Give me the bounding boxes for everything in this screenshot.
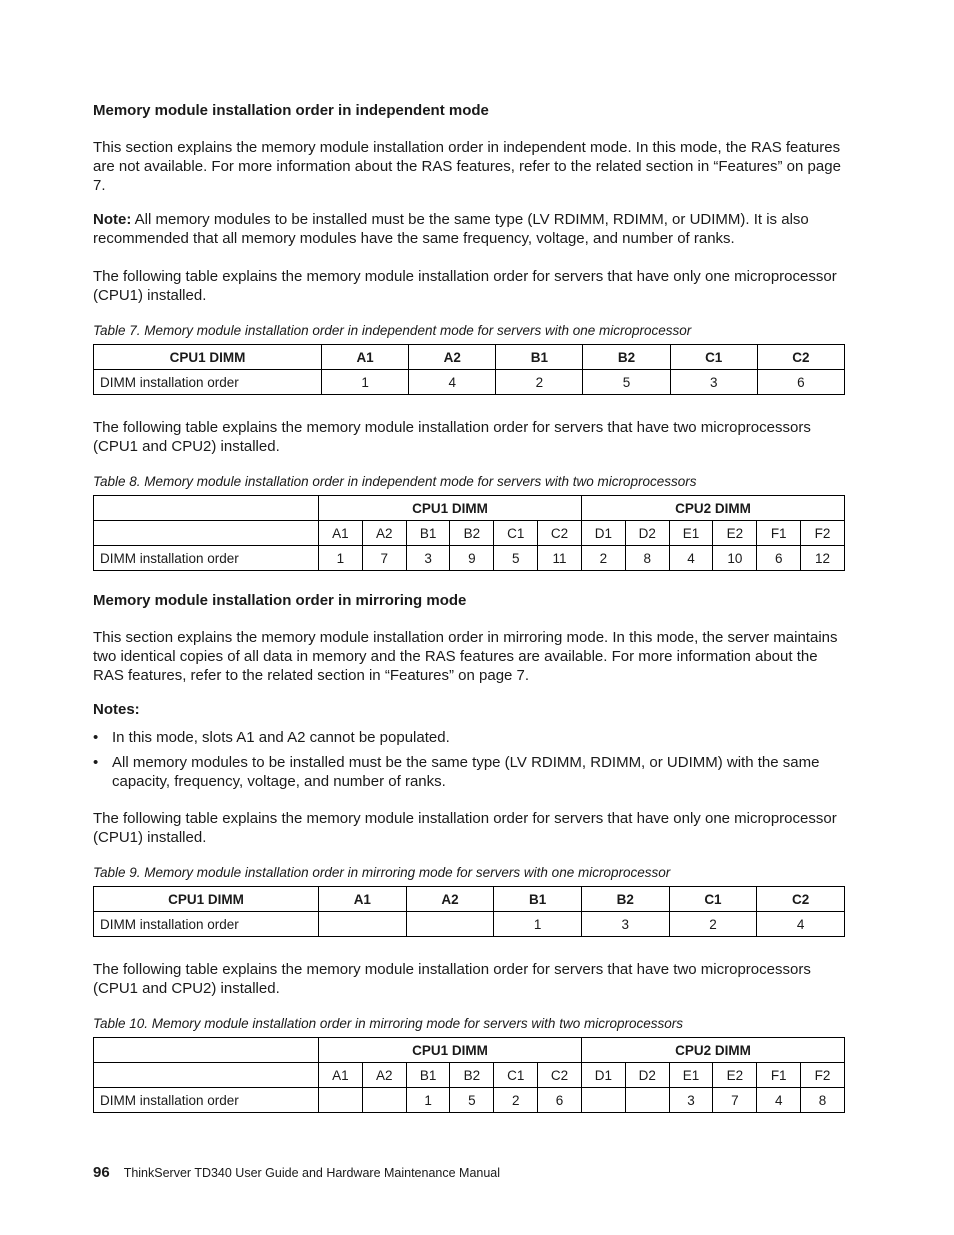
table-header-cell: C2 <box>757 345 844 370</box>
table-header-cell: A1 <box>322 345 409 370</box>
table-cell: 3 <box>669 1088 713 1113</box>
table-cell <box>319 912 407 937</box>
para-two-cpu-mirror: The following table explains the memory module installation order for servers that have two microprocessors (CPU1 and CPU2) installed. <box>93 961 811 997</box>
table-header-cell: CPU2 DIMM <box>581 496 844 521</box>
table-row <box>94 370 845 395</box>
table-cell: 4 <box>757 912 845 937</box>
table8-group-row <box>94 496 845 521</box>
table-cell: 4 <box>669 546 713 571</box>
table-header-cell: C1 <box>670 345 757 370</box>
note-paragraph <box>93 210 845 248</box>
table-cell: 12 <box>801 546 845 571</box>
table-cell <box>362 1088 406 1113</box>
table-cell <box>94 1063 319 1088</box>
table-header-cell: A1 <box>319 521 363 546</box>
table-cell: 5 <box>494 546 538 571</box>
table-header-cell: F1 <box>757 1063 801 1088</box>
table7-header-row <box>94 345 845 370</box>
table-cell: 4 <box>757 1088 801 1113</box>
table-cell <box>319 1088 363 1113</box>
para-two-cpu: The following table explains the memory module installation order for servers that have two microprocessors (CPU1 and CPU2) installed. <box>93 419 811 455</box>
table10-group-row <box>94 1038 845 1063</box>
table-cell: 11 <box>538 546 582 571</box>
section-heading-mirroring: Memory module installation order in mirroring mode <box>93 592 467 609</box>
bullet-icon: • <box>93 754 99 771</box>
table-header-cell: E1 <box>669 521 713 546</box>
table10-slot-row <box>94 1063 845 1088</box>
table-header-cell: CPU1 DIMM <box>319 496 582 521</box>
table-header-cell: B1 <box>494 887 582 912</box>
table-header-cell: D1 <box>581 1063 625 1088</box>
table9-header-row <box>94 887 845 912</box>
table-header-cell: B2 <box>450 521 494 546</box>
table-cell: 6 <box>757 370 844 395</box>
table-header-cell: B2 <box>450 1063 494 1088</box>
row-label: DIMM installation order <box>94 370 322 395</box>
page-footer <box>93 1164 500 1181</box>
notes-list <box>93 728 845 791</box>
table-cell: 2 <box>496 370 583 395</box>
table-header-cell: C2 <box>538 1063 582 1088</box>
table-cell: 1 <box>322 370 409 395</box>
table-cell: 2 <box>494 1088 538 1113</box>
table-cell: 1 <box>494 912 582 937</box>
table-cell: 6 <box>538 1088 582 1113</box>
row-label: DIMM installation order <box>94 546 319 571</box>
table-cell: 2 <box>669 912 757 937</box>
section-heading-independent: Memory module installation order in independent mode <box>93 102 489 119</box>
table-cell: 7 <box>713 1088 757 1113</box>
row-label: DIMM installation order <box>94 1088 319 1113</box>
list-item <box>93 753 845 791</box>
table7-caption: Table 7. Memory module installation order in independent mode for servers with one microprocessor <box>93 323 692 338</box>
table10-caption: Table 10. Memory module installation order in mirroring mode for servers with two microprocessors <box>93 1016 683 1031</box>
table-cell: 8 <box>801 1088 845 1113</box>
para-one-cpu-mirror: The following table explains the memory module installation order for servers that have only one microprocessor (CPU1) installed. <box>93 810 837 846</box>
table-header-cell: F2 <box>801 521 845 546</box>
table9 <box>93 886 845 937</box>
page-content <box>93 100 845 1113</box>
table-header-cell: E1 <box>669 1063 713 1088</box>
table-header-cell: D2 <box>625 521 669 546</box>
table-header-cell: CPU1 DIMM <box>94 887 319 912</box>
table-row <box>94 1088 845 1113</box>
table-header-cell: C2 <box>538 521 582 546</box>
table-cell <box>625 1088 669 1113</box>
table-header-cell: B1 <box>406 521 450 546</box>
table-header-cell: CPU1 DIMM <box>319 1038 582 1063</box>
table-cell: 10 <box>713 546 757 571</box>
table-cell: 3 <box>581 912 669 937</box>
note-text: All memory modules to be installed must be the same type (LV RDIMM, RDIMM, or UDIMM). It is also recommended that all memory modules have the same frequency, voltage, and number of ranks. <box>93 211 809 247</box>
table-header-cell: F1 <box>757 521 801 546</box>
table-header-cell: A1 <box>319 887 407 912</box>
note-label: Note: <box>93 211 132 228</box>
notes-label: Notes: <box>93 701 140 718</box>
table-cell: 5 <box>450 1088 494 1113</box>
table-header-cell: B2 <box>583 345 670 370</box>
table-cell <box>94 521 319 546</box>
intro-independent: This section explains the memory module installation order in independent mode. In this mode, the RAS features are not available. For more information about the RAS features, refer to the related section in “Features” on page 7. <box>93 139 841 194</box>
table-header-cell: C1 <box>494 521 538 546</box>
table-header-cell: A2 <box>406 887 494 912</box>
table8-slot-row <box>94 521 845 546</box>
table-cell <box>581 1088 625 1113</box>
table-header-cell: A2 <box>362 1063 406 1088</box>
table7 <box>93 344 845 395</box>
bullet-icon: • <box>93 729 99 746</box>
table-header-cell: C1 <box>494 1063 538 1088</box>
note-item-text: All memory modules to be installed must be the same type (LV RDIMM, RDIMM, or UDIMM) with the same capacity, frequency, voltage, and number of ranks. <box>112 754 820 790</box>
table-header-cell: B1 <box>496 345 583 370</box>
para-one-cpu: The following table explains the memory module installation order for servers that have only one microprocessor (CPU1) installed. <box>93 268 837 304</box>
table-cell: 6 <box>757 546 801 571</box>
list-item <box>93 728 845 747</box>
table-header-cell: F2 <box>801 1063 845 1088</box>
table-header-cell: B2 <box>581 887 669 912</box>
table-header-cell: A1 <box>319 1063 363 1088</box>
intro-mirroring: This section explains the memory module installation order in mirroring mode. In this mode, the server maintains two identical copies of all data in memory and the RAS features are available. For more information about the RAS features, refer to the related section in “Features” on page 7. <box>93 629 838 684</box>
row-label: DIMM installation order <box>94 912 319 937</box>
table-row <box>94 546 845 571</box>
table-header-cell: B1 <box>406 1063 450 1088</box>
footer-title: ThinkServer TD340 User Guide and Hardware Maintenance Manual <box>123 1166 501 1180</box>
table8-caption: Table 8. Memory module installation order in independent mode for servers with two microprocessors <box>93 474 697 489</box>
note-item-text: In this mode, slots A1 and A2 cannot be populated. <box>112 729 450 746</box>
table9-caption: Table 9. Memory module installation order in mirroring mode for servers with one microprocessor <box>93 865 671 880</box>
table-cell <box>406 912 494 937</box>
table-cell: 2 <box>581 546 625 571</box>
table-header-cell: E2 <box>713 1063 757 1088</box>
table-cell: 7 <box>362 546 406 571</box>
table-cell: 8 <box>625 546 669 571</box>
table10 <box>93 1037 845 1113</box>
table-header-cell: CPU1 DIMM <box>94 345 322 370</box>
table-cell: 4 <box>409 370 496 395</box>
table-header-cell: E2 <box>713 521 757 546</box>
table-header-cell: D2 <box>625 1063 669 1088</box>
table-cell: 1 <box>406 1088 450 1113</box>
table-header-cell: CPU2 DIMM <box>581 1038 844 1063</box>
page-number: 96 <box>93 1164 110 1181</box>
table-header-cell <box>94 496 319 521</box>
table-header-cell: C1 <box>669 887 757 912</box>
table-cell: 9 <box>450 546 494 571</box>
table-header-cell <box>94 1038 319 1063</box>
table-header-cell: C2 <box>757 887 845 912</box>
table-header-cell: A2 <box>409 345 496 370</box>
table-header-cell: A2 <box>362 521 406 546</box>
table-cell: 3 <box>406 546 450 571</box>
table8 <box>93 495 845 571</box>
table-cell: 1 <box>319 546 363 571</box>
table-cell: 5 <box>583 370 670 395</box>
table-cell: 3 <box>670 370 757 395</box>
table-header-cell: D1 <box>581 521 625 546</box>
table-row <box>94 912 845 937</box>
